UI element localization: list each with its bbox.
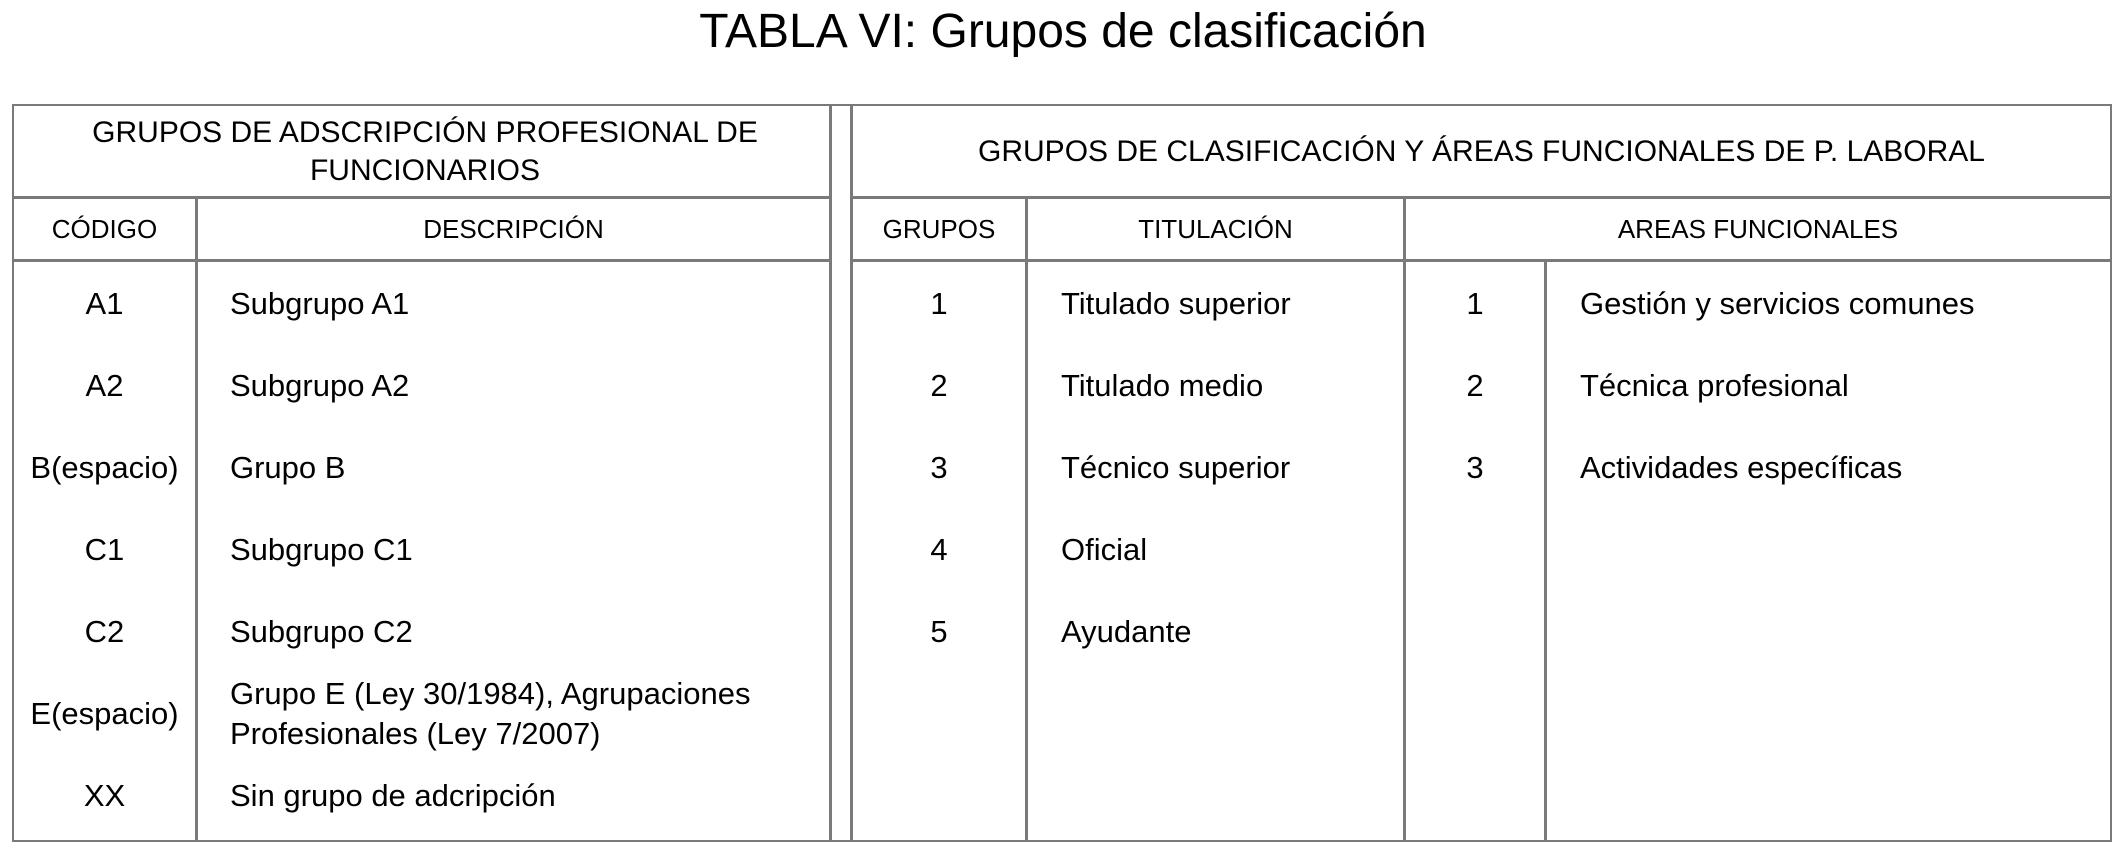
divider: [829, 106, 832, 840]
grupo-number-cell: 5: [930, 614, 948, 649]
descripcion-cell: Subgrupo C1: [230, 532, 413, 567]
codigo-cell: C1: [84, 532, 125, 567]
descripcion-cell: Grupo B: [230, 450, 346, 485]
area-number-cell: 3: [1466, 450, 1484, 485]
titulacion-cell: Oficial: [1061, 532, 1148, 567]
divider: [14, 259, 832, 262]
area-number-cell: 2: [1466, 368, 1484, 403]
descripcion-cell: Subgrupo A2: [230, 368, 410, 403]
table-title: TABLA VI: Grupos de clasificación: [699, 5, 1427, 58]
area-name-cell: Actividades específicas: [1580, 450, 1903, 485]
descripcion-cell: Grupo E (Ley 30/1984), Agrupaciones Profesionales (Ley 7/2007): [230, 676, 751, 751]
divider: [195, 197, 198, 840]
grupo-number-cell: 4: [930, 532, 948, 567]
descripcion-cell: Sin grupo de adcripción: [230, 778, 556, 813]
codigo-cell: C2: [84, 614, 125, 649]
area-number-cell: 1: [1466, 286, 1484, 321]
col-header-areas: AREAS FUNCIONALES: [1617, 214, 1899, 244]
right-section-header: GRUPOS DE CLASIFICACIÓN Y ÁREAS FUNCIONALES DE P. LABORAL: [978, 135, 1985, 168]
codigo-cell: B(espacio): [30, 450, 179, 485]
divider: [1025, 197, 1028, 840]
titulacion-cell: Técnico superior: [1061, 450, 1291, 485]
divider: [1544, 260, 1547, 840]
descripcion-cell: Subgrupo A1: [230, 286, 410, 321]
divider: [852, 259, 2110, 262]
col-header-grupos: GRUPOS: [882, 214, 996, 244]
grupo-number-cell: 3: [930, 450, 948, 485]
codigo-cell: XX: [83, 778, 126, 813]
area-name-cell: Gestión y servicios comunes: [1580, 286, 1975, 321]
col-header-codigo: CÓDIGO: [51, 214, 158, 244]
col-header-titulacion: TITULACIÓN: [1138, 214, 1293, 244]
titulacion-cell: Titulado superior: [1061, 286, 1291, 321]
left-section-header: GRUPOS DE ADSCRIPCIÓN PROFESIONAL DE FUNCIONARIOS: [92, 116, 758, 187]
col-header-descripcion: DESCRIPCIÓN: [423, 214, 604, 244]
codigo-cell: A2: [85, 368, 124, 403]
titulacion-cell: Ayudante: [1061, 614, 1192, 649]
codigo-cell: E(espacio): [30, 696, 179, 731]
grupo-number-cell: 2: [930, 368, 948, 403]
titulacion-cell: Titulado medio: [1061, 368, 1264, 403]
descripcion-cell: Subgrupo C2: [230, 614, 413, 649]
area-name-cell: Técnica profesional: [1580, 368, 1849, 403]
codigo-cell: A1: [85, 286, 124, 321]
grupo-number-cell: 1: [930, 286, 948, 321]
